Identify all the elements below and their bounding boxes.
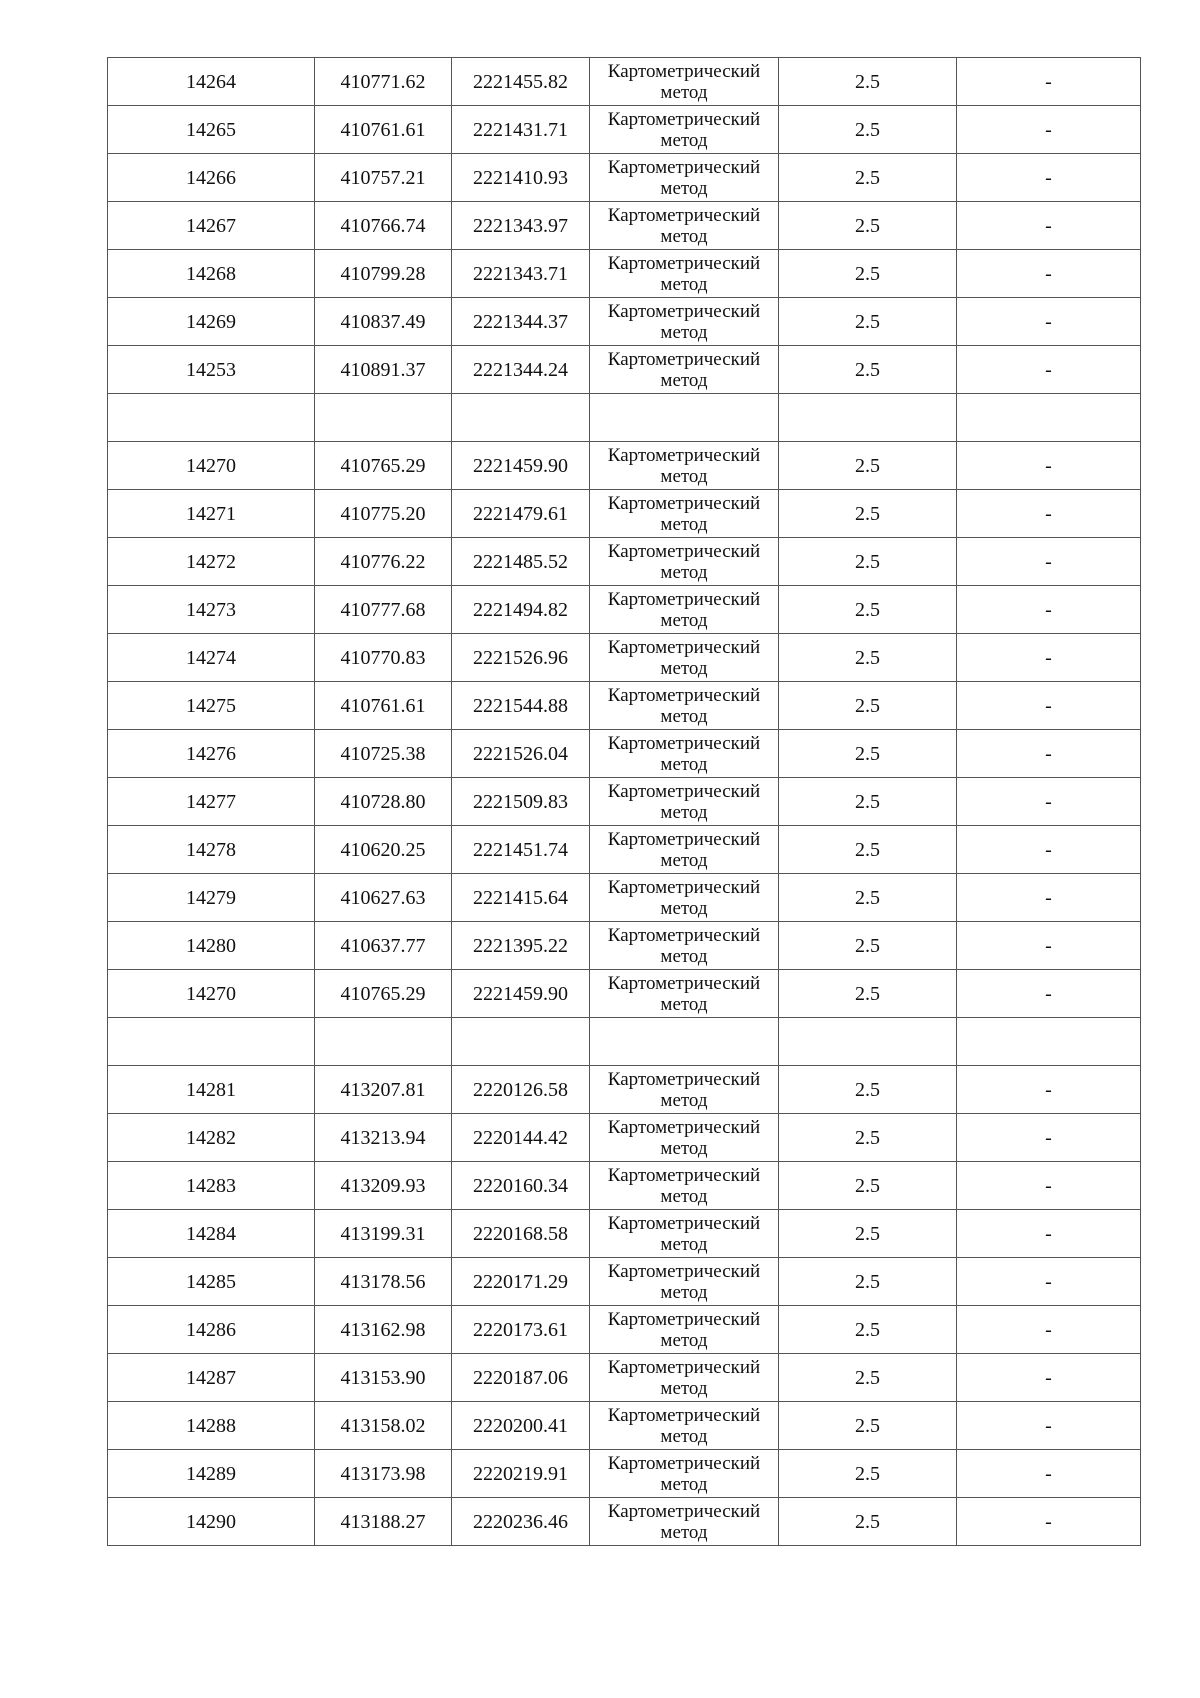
y-coordinate-cell: [452, 1018, 590, 1066]
method-cell: [590, 394, 779, 442]
note-cell: -: [957, 1402, 1141, 1450]
method-label-line1: Картометрический: [607, 972, 761, 994]
accuracy-cell: 2.5: [779, 634, 957, 682]
x-coordinate-cell: 410761.61: [315, 106, 452, 154]
method-label-line2: метод: [660, 1281, 708, 1303]
note-cell: -: [957, 154, 1141, 202]
x-coordinate-cell: 410770.83: [315, 634, 452, 682]
x-coordinate-cell: 410837.49: [315, 298, 452, 346]
table-row: [108, 106, 1141, 154]
note-cell: -: [957, 250, 1141, 298]
table-row: [108, 442, 1141, 490]
point-number-cell: 14274: [108, 634, 315, 682]
method-cell: [590, 1162, 779, 1210]
y-coordinate-cell: 2221395.22: [452, 922, 590, 970]
y-coordinate-cell: 2220187.06: [452, 1354, 590, 1402]
x-coordinate-cell: 410765.29: [315, 442, 452, 490]
y-coordinate-cell: 2220160.34: [452, 1162, 590, 1210]
accuracy-cell: 2.5: [779, 1066, 957, 1114]
x-coordinate-cell: 413162.98: [315, 1306, 452, 1354]
method-label-line1: Картометрический: [607, 108, 761, 130]
method-label-line2: метод: [660, 609, 708, 631]
y-coordinate-cell: 2221344.37: [452, 298, 590, 346]
accuracy-cell: 2.5: [779, 106, 957, 154]
table-row: [108, 1450, 1141, 1498]
accuracy-cell: [779, 1018, 957, 1066]
accuracy-cell: 2.5: [779, 778, 957, 826]
method-label-line1: Картометрический: [607, 60, 761, 82]
method-cell: [590, 538, 779, 586]
method-label-line2: метод: [660, 561, 708, 583]
x-coordinate-cell: 410728.80: [315, 778, 452, 826]
method-cell: [590, 586, 779, 634]
note-cell: -: [957, 538, 1141, 586]
method-cell: [590, 154, 779, 202]
table-row: [108, 1258, 1141, 1306]
note-cell: -: [957, 1066, 1141, 1114]
note-cell: -: [957, 778, 1141, 826]
note-cell: -: [957, 682, 1141, 730]
note-cell: -: [957, 586, 1141, 634]
method-label-line1: Картометрический: [607, 1308, 761, 1330]
table-body: [108, 58, 1141, 1546]
point-number-cell: 14276: [108, 730, 315, 778]
method-label-line2: метод: [660, 993, 708, 1015]
method-label-line2: метод: [660, 1137, 708, 1159]
x-coordinate-cell: 413153.90: [315, 1354, 452, 1402]
x-coordinate-cell: 410637.77: [315, 922, 452, 970]
note-cell: -: [957, 1450, 1141, 1498]
method-label-line1: Картометрический: [607, 588, 761, 610]
method-label-line2: метод: [660, 1425, 708, 1447]
method-label-line1: Картометрический: [607, 348, 761, 370]
coordinates-table: [107, 57, 1141, 1546]
note-cell: -: [957, 1114, 1141, 1162]
point-number-cell: 14290: [108, 1498, 315, 1546]
method-cell: [590, 346, 779, 394]
point-number-cell: 14285: [108, 1258, 315, 1306]
note-cell: [957, 394, 1141, 442]
x-coordinate-cell: 410725.38: [315, 730, 452, 778]
table-row: [108, 922, 1141, 970]
separator-row: [108, 1018, 1141, 1066]
method-label-line2: метод: [660, 321, 708, 343]
point-number-cell: 14275: [108, 682, 315, 730]
table-row: [108, 682, 1141, 730]
note-cell: -: [957, 1258, 1141, 1306]
accuracy-cell: 2.5: [779, 922, 957, 970]
method-cell: [590, 874, 779, 922]
point-number-cell: 14288: [108, 1402, 315, 1450]
method-cell: [590, 106, 779, 154]
method-label-line2: метод: [660, 1521, 708, 1543]
accuracy-cell: 2.5: [779, 346, 957, 394]
accuracy-cell: 2.5: [779, 874, 957, 922]
point-number-cell: 14279: [108, 874, 315, 922]
point-number-cell: 14283: [108, 1162, 315, 1210]
accuracy-cell: 2.5: [779, 1450, 957, 1498]
y-coordinate-cell: 2221455.82: [452, 58, 590, 106]
method-label-line1: Картометрический: [607, 684, 761, 706]
point-number-cell: 14287: [108, 1354, 315, 1402]
method-cell: [590, 1114, 779, 1162]
method-cell: [590, 1498, 779, 1546]
y-coordinate-cell: 2221459.90: [452, 442, 590, 490]
accuracy-cell: 2.5: [779, 1162, 957, 1210]
method-cell: [590, 1258, 779, 1306]
point-number-cell: 14278: [108, 826, 315, 874]
table-row: [108, 1402, 1141, 1450]
y-coordinate-cell: 2221343.71: [452, 250, 590, 298]
accuracy-cell: 2.5: [779, 250, 957, 298]
x-coordinate-cell: 410757.21: [315, 154, 452, 202]
y-coordinate-cell: 2220168.58: [452, 1210, 590, 1258]
method-label-line2: метод: [660, 1185, 708, 1207]
y-coordinate-cell: 2221544.88: [452, 682, 590, 730]
method-label-line1: Картометрический: [607, 780, 761, 802]
y-coordinate-cell: 2221410.93: [452, 154, 590, 202]
x-coordinate-cell: 413199.31: [315, 1210, 452, 1258]
method-label-line1: Картометрический: [607, 1500, 761, 1522]
y-coordinate-cell: 2221485.52: [452, 538, 590, 586]
x-coordinate-cell: 410627.63: [315, 874, 452, 922]
method-label-line2: метод: [660, 1377, 708, 1399]
y-coordinate-cell: 2221451.74: [452, 826, 590, 874]
method-cell: [590, 1210, 779, 1258]
note-cell: -: [957, 490, 1141, 538]
x-coordinate-cell: 410777.68: [315, 586, 452, 634]
method-label-line1: Картометрический: [607, 1116, 761, 1138]
table-row: [108, 1162, 1141, 1210]
method-label-line2: метод: [660, 465, 708, 487]
accuracy-cell: 2.5: [779, 442, 957, 490]
table-row: [108, 298, 1141, 346]
method-label-line2: метод: [660, 225, 708, 247]
point-number-cell: 14286: [108, 1306, 315, 1354]
point-number-cell: 14253: [108, 346, 315, 394]
y-coordinate-cell: 2221526.04: [452, 730, 590, 778]
table-row: [108, 250, 1141, 298]
y-coordinate-cell: [452, 394, 590, 442]
accuracy-cell: 2.5: [779, 826, 957, 874]
table-row: [108, 490, 1141, 538]
method-label-line2: метод: [660, 945, 708, 967]
point-number-cell: 14284: [108, 1210, 315, 1258]
point-number-cell: 14270: [108, 970, 315, 1018]
table-row: [108, 826, 1141, 874]
note-cell: -: [957, 970, 1141, 1018]
point-number-cell: 14273: [108, 586, 315, 634]
note-cell: -: [957, 922, 1141, 970]
table-row: [108, 1066, 1141, 1114]
accuracy-cell: 2.5: [779, 202, 957, 250]
y-coordinate-cell: 2221526.96: [452, 634, 590, 682]
method-label-line1: Картометрический: [607, 1212, 761, 1234]
method-label-line1: Картометрический: [607, 1068, 761, 1090]
y-coordinate-cell: 2221509.83: [452, 778, 590, 826]
method-label-line2: метод: [660, 1233, 708, 1255]
table-row: [108, 778, 1141, 826]
note-cell: -: [957, 346, 1141, 394]
y-coordinate-cell: 2221415.64: [452, 874, 590, 922]
method-label-line1: Картометрический: [607, 444, 761, 466]
table-row: [108, 586, 1141, 634]
method-cell: [590, 826, 779, 874]
x-coordinate-cell: 410620.25: [315, 826, 452, 874]
x-coordinate-cell: 410775.20: [315, 490, 452, 538]
accuracy-cell: 2.5: [779, 154, 957, 202]
accuracy-cell: 2.5: [779, 1258, 957, 1306]
note-cell: -: [957, 202, 1141, 250]
note-cell: -: [957, 1210, 1141, 1258]
method-label-line2: метод: [660, 81, 708, 103]
point-number-cell: 14266: [108, 154, 315, 202]
accuracy-cell: 2.5: [779, 1402, 957, 1450]
method-cell: [590, 970, 779, 1018]
table-row: [108, 1306, 1141, 1354]
note-cell: -: [957, 874, 1141, 922]
x-coordinate-cell: 413173.98: [315, 1450, 452, 1498]
method-cell: [590, 1018, 779, 1066]
table-row: [108, 634, 1141, 682]
method-cell: [590, 58, 779, 106]
method-label-line2: метод: [660, 705, 708, 727]
method-label-line2: метод: [660, 849, 708, 871]
method-label-line2: метод: [660, 129, 708, 151]
method-label-line2: метод: [660, 177, 708, 199]
method-label-line1: Картометрический: [607, 1452, 761, 1474]
method-label-line2: метод: [660, 657, 708, 679]
point-number-cell: 14268: [108, 250, 315, 298]
method-cell: [590, 298, 779, 346]
method-cell: [590, 922, 779, 970]
y-coordinate-cell: 2220173.61: [452, 1306, 590, 1354]
method-cell: [590, 250, 779, 298]
x-coordinate-cell: 410761.61: [315, 682, 452, 730]
accuracy-cell: 2.5: [779, 298, 957, 346]
method-label-line2: метод: [660, 1089, 708, 1111]
x-coordinate-cell: 410891.37: [315, 346, 452, 394]
x-coordinate-cell: 413188.27: [315, 1498, 452, 1546]
y-coordinate-cell: 2220171.29: [452, 1258, 590, 1306]
x-coordinate-cell: 413158.02: [315, 1402, 452, 1450]
note-cell: -: [957, 442, 1141, 490]
note-cell: -: [957, 1162, 1141, 1210]
point-number-cell: 14280: [108, 922, 315, 970]
note-cell: -: [957, 1354, 1141, 1402]
accuracy-cell: 2.5: [779, 538, 957, 586]
x-coordinate-cell: 410776.22: [315, 538, 452, 586]
accuracy-cell: [779, 394, 957, 442]
note-cell: -: [957, 1306, 1141, 1354]
y-coordinate-cell: 2220236.46: [452, 1498, 590, 1546]
point-number-cell: 14270: [108, 442, 315, 490]
table-row: [108, 1354, 1141, 1402]
method-cell: [590, 682, 779, 730]
accuracy-cell: 2.5: [779, 58, 957, 106]
point-number-cell: 14265: [108, 106, 315, 154]
method-label-line1: Картометрический: [607, 252, 761, 274]
separator-row: [108, 394, 1141, 442]
table-row: [108, 154, 1141, 202]
method-cell: [590, 1450, 779, 1498]
method-cell: [590, 442, 779, 490]
y-coordinate-cell: 2221479.61: [452, 490, 590, 538]
method-cell: [590, 1066, 779, 1114]
point-number-cell: 14267: [108, 202, 315, 250]
method-label-line1: Картометрический: [607, 300, 761, 322]
method-label-line1: Картометрический: [607, 540, 761, 562]
table-row: [108, 970, 1141, 1018]
accuracy-cell: 2.5: [779, 1210, 957, 1258]
method-label-line2: метод: [660, 513, 708, 535]
method-cell: [590, 1354, 779, 1402]
method-label-line2: метод: [660, 801, 708, 823]
point-number-cell: [108, 394, 315, 442]
note-cell: -: [957, 298, 1141, 346]
accuracy-cell: 2.5: [779, 970, 957, 1018]
x-coordinate-cell: [315, 394, 452, 442]
method-cell: [590, 1306, 779, 1354]
table-row: [108, 202, 1141, 250]
method-label-line1: Картометрический: [607, 924, 761, 946]
x-coordinate-cell: [315, 1018, 452, 1066]
accuracy-cell: 2.5: [779, 1354, 957, 1402]
table-row: [108, 874, 1141, 922]
method-label-line2: метод: [660, 1473, 708, 1495]
method-label-line2: метод: [660, 897, 708, 919]
note-cell: [957, 1018, 1141, 1066]
method-label-line2: метод: [660, 369, 708, 391]
method-label-line1: Картометрический: [607, 204, 761, 226]
method-label-line2: метод: [660, 753, 708, 775]
method-label-line1: Картометрический: [607, 1164, 761, 1186]
x-coordinate-cell: 410765.29: [315, 970, 452, 1018]
method-cell: [590, 778, 779, 826]
table-row: [108, 1210, 1141, 1258]
method-cell: [590, 490, 779, 538]
note-cell: -: [957, 1498, 1141, 1546]
note-cell: -: [957, 106, 1141, 154]
method-cell: [590, 634, 779, 682]
y-coordinate-cell: 2221344.24: [452, 346, 590, 394]
accuracy-cell: 2.5: [779, 1498, 957, 1546]
method-label-line1: Картометрический: [607, 732, 761, 754]
accuracy-cell: 2.5: [779, 1306, 957, 1354]
x-coordinate-cell: 410799.28: [315, 250, 452, 298]
accuracy-cell: 2.5: [779, 490, 957, 538]
method-label-line2: метод: [660, 273, 708, 295]
method-label-line1: Картометрический: [607, 156, 761, 178]
x-coordinate-cell: 410771.62: [315, 58, 452, 106]
accuracy-cell: 2.5: [779, 586, 957, 634]
point-number-cell: 14282: [108, 1114, 315, 1162]
table-row: [108, 58, 1141, 106]
table-row: [108, 1114, 1141, 1162]
x-coordinate-cell: 413213.94: [315, 1114, 452, 1162]
table-row: [108, 346, 1141, 394]
accuracy-cell: 2.5: [779, 730, 957, 778]
y-coordinate-cell: 2221431.71: [452, 106, 590, 154]
y-coordinate-cell: 2221343.97: [452, 202, 590, 250]
method-cell: [590, 1402, 779, 1450]
y-coordinate-cell: 2220200.41: [452, 1402, 590, 1450]
method-label-line1: Картометрический: [607, 1356, 761, 1378]
point-number-cell: 14269: [108, 298, 315, 346]
point-number-cell: 14277: [108, 778, 315, 826]
point-number-cell: [108, 1018, 315, 1066]
accuracy-cell: 2.5: [779, 1114, 957, 1162]
y-coordinate-cell: 2220219.91: [452, 1450, 590, 1498]
x-coordinate-cell: 413178.56: [315, 1258, 452, 1306]
point-number-cell: 14289: [108, 1450, 315, 1498]
note-cell: -: [957, 730, 1141, 778]
y-coordinate-cell: 2221459.90: [452, 970, 590, 1018]
note-cell: -: [957, 58, 1141, 106]
method-cell: [590, 202, 779, 250]
x-coordinate-cell: 413207.81: [315, 1066, 452, 1114]
note-cell: -: [957, 634, 1141, 682]
point-number-cell: 14264: [108, 58, 315, 106]
point-number-cell: 14272: [108, 538, 315, 586]
point-number-cell: 14271: [108, 490, 315, 538]
y-coordinate-cell: 2221494.82: [452, 586, 590, 634]
x-coordinate-cell: 413209.93: [315, 1162, 452, 1210]
method-label-line2: метод: [660, 1329, 708, 1351]
x-coordinate-cell: 410766.74: [315, 202, 452, 250]
point-number-cell: 14281: [108, 1066, 315, 1114]
y-coordinate-cell: 2220144.42: [452, 1114, 590, 1162]
y-coordinate-cell: 2220126.58: [452, 1066, 590, 1114]
method-label-line1: Картометрический: [607, 1404, 761, 1426]
method-label-line1: Картометрический: [607, 636, 761, 658]
method-label-line1: Картометрический: [607, 876, 761, 898]
method-label-line1: Картометрический: [607, 492, 761, 514]
method-cell: [590, 730, 779, 778]
method-label-line1: Картометрический: [607, 828, 761, 850]
table-row: [108, 1498, 1141, 1546]
table-row: [108, 538, 1141, 586]
table-row: [108, 730, 1141, 778]
method-label-line1: Картометрический: [607, 1260, 761, 1282]
note-cell: -: [957, 826, 1141, 874]
accuracy-cell: 2.5: [779, 682, 957, 730]
